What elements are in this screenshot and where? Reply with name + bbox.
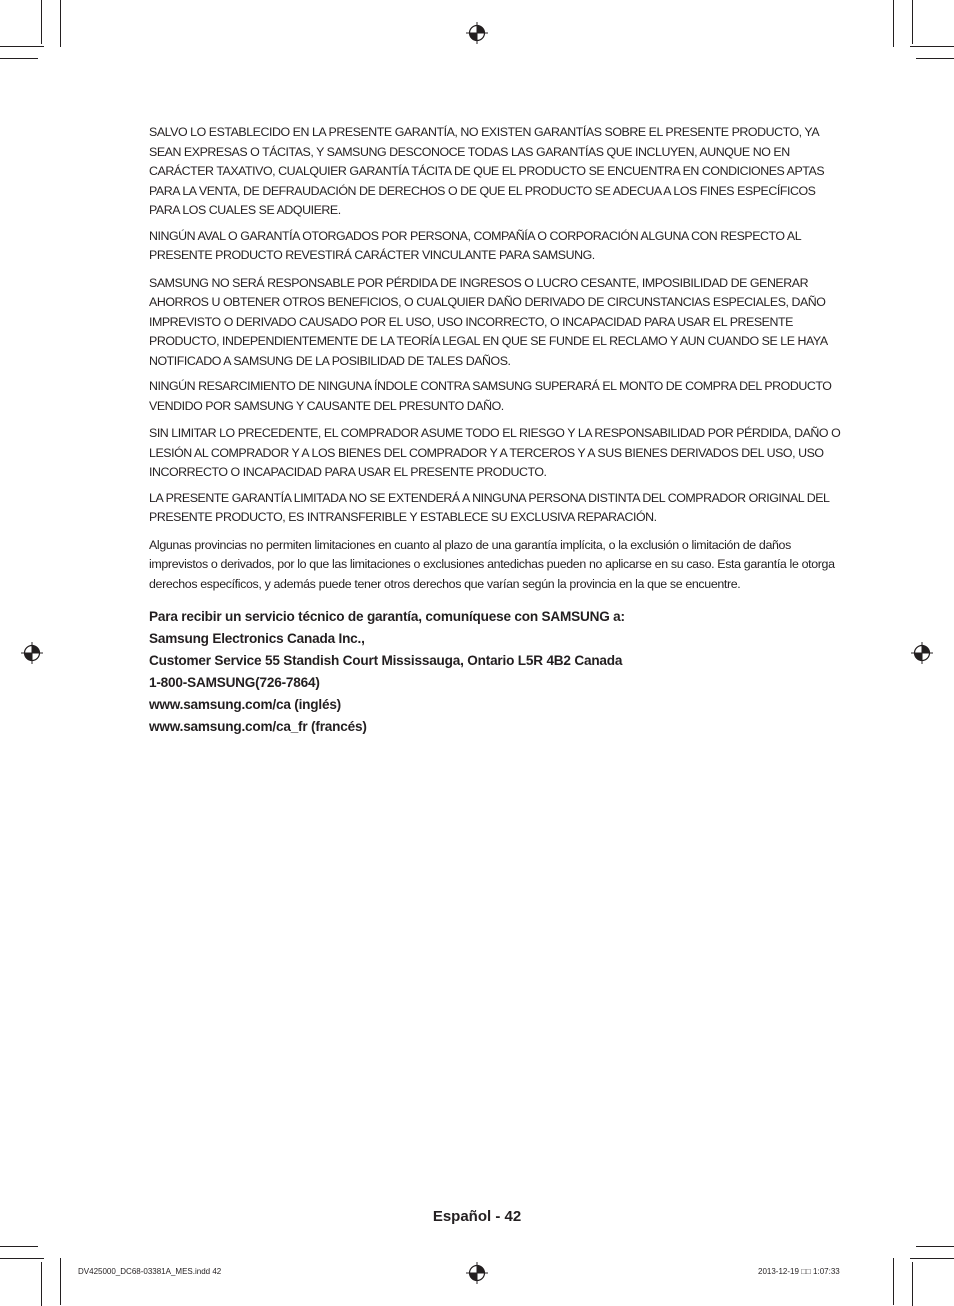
crop-mark xyxy=(60,1258,61,1305)
crop-mark xyxy=(0,1258,44,1259)
contact-heading: Para recibir un servicio técnico de garantía, comuníquese con SAMSUNG a: xyxy=(149,609,625,624)
crop-mark xyxy=(893,1258,894,1305)
disclaimer-paragraph: SAMSUNG NO SERÁ RESPONSABLE POR PÉRDIDA DE INGRESOS O LUCRO CESANTE, IMPOSIBILIDAD DE GENERAR AHORROS U OBTENER OTROS BENEFICIOS, O CUALQUIER DAÑO DERIVADO DE CIRCUNSTANCIAS ESPECIALES, DAÑO IMPREVISTO O DERIVADO CAUSADO POR EL USO, USO INCORRECTO, O INCAPACIDAD PARA USAR EL PRESENTE PRODUCTO, INDEPENDIENTEMENTE DE LA TEORÍA LEGAL EN QUE SE FUNDE EL RECLAMO Y AUN CUANDO SE LE HAYA NOTIFICADO A SAMSUNG DE LA POSIBILIDAD DE TALES DAÑOS. xyxy=(149,275,827,368)
disclaimer-paragraph: SALVO LO ESTABLECIDO EN LA PRESENTE GARANTÍA, NO EXISTEN GARANTÍAS SOBRE EL PRESENTE PRODUCTO, YA SEAN EXPRESAS O TÁCITAS, Y SAMSUNG DESCONOCE TODAS LAS GARANTÍAS QUE INCLUYEN, AUNQUE NO EN CARÁCTER TAXATIVO, CUALQUIER GARANTÍA TÁCITA DE QUE EL PRODUCTO SE ENCUENTRA EN CONDICIONES APTAS PARA LA VENTA, DE DEFRAUDACIÓN DE DERECHOS O DE QUE EL PRODUCTO SE ADECUA A LOS FINES ESPECÍFICOS PARA LOS CUALES SE ADQUIERE. xyxy=(149,125,825,217)
contact-address: Customer Service 55 Standish Court Mississauga, Ontario L5R 4B2 Canada xyxy=(149,653,623,668)
warranty-content xyxy=(149,123,841,738)
page-number: Español - 42 xyxy=(432,1208,522,1225)
crop-mark xyxy=(893,0,894,47)
registration-mark-icon xyxy=(911,642,933,664)
contact-block xyxy=(149,606,841,738)
crop-mark xyxy=(916,1246,954,1247)
registration-mark-icon xyxy=(466,22,488,44)
crop-mark xyxy=(912,0,913,44)
contact-website-en[interactable]: www.samsung.com/ca (inglés) xyxy=(149,697,342,712)
crop-mark xyxy=(0,58,38,59)
crop-mark xyxy=(41,0,42,44)
crop-mark xyxy=(916,58,954,59)
registration-mark-icon xyxy=(21,642,43,664)
crop-mark xyxy=(41,1262,42,1306)
print-slug-filename: DV425000_DC68-03381A_MES.indd 42 xyxy=(78,1267,222,1276)
crop-mark xyxy=(0,1246,38,1247)
disclaimer-paragraph: NINGÚN AVAL O GARANTÍA OTORGADOS POR PERSONA, COMPAÑÍA O CORPORACIÓN ALGUNA CON RESPECTO AL PRESENTE PRODUCTO REVESTIRÁ CARÁCTER VINCULANTE PARA SAMSUNG. xyxy=(149,228,801,262)
crop-mark xyxy=(60,0,61,47)
contact-website-fr[interactable]: www.samsung.com/ca_fr (francés) xyxy=(149,719,367,734)
registration-mark-icon xyxy=(466,1262,488,1284)
crop-mark xyxy=(912,1262,913,1306)
disclaimer-paragraph: LA PRESENTE GARANTÍA LIMITADA NO SE EXTENDERÁ A NINGUNA PERSONA DISTINTA DEL COMPRADOR ORIGINAL DEL PRESENTE PRODUCTO, ES INTRANSFERIBLE Y ESTABLECE SU EXCLUSIVA REPARACIÓN. xyxy=(149,490,830,524)
disclaimer-paragraph: NINGÚN RESARCIMIENTO DE NINGUNA ÍNDOLE CONTRA SAMSUNG SUPERARÁ EL MONTO DE COMPRA DEL PRODUCTO VENDIDO POR SAMSUNG Y CAUSANTE DEL PRESUNTO DAÑO. xyxy=(149,379,832,413)
disclaimer-paragraph: SIN LIMITAR LO PRECEDENTE, EL COMPRADOR ASUME TODO EL RIESGO Y LA RESPONSABILIDAD POR PÉRDIDA, DAÑO O LESIÓN AL COMPRADOR Y A LOS BIENES DEL COMPRADOR Y A TERCEROS Y A SUS BIENES DERIVADOS DEL USO, USO INCORRECTO O INCAPACIDAD PARA USAR EL PRESENTE PRODUCTO. xyxy=(149,426,841,479)
crop-mark xyxy=(910,46,954,47)
contact-phone: 1-800-SAMSUNG(726-7864) xyxy=(149,675,320,690)
contact-company: Samsung Electronics Canada Inc., xyxy=(149,631,365,646)
print-slug-date: 2013-12-19 □□ 1:07:33 xyxy=(758,1267,840,1276)
warranty-disclaimers xyxy=(149,123,841,528)
crop-mark xyxy=(910,1258,954,1259)
provinces-paragraph: Algunas provincias no permiten limitaciones en cuanto al plazo de una garantía implícita, o la exclusión o limitación de daños imprevistos o derivados, por lo que las limitaciones o exclusiones antedichas pueden no aplicarse en su caso. Esta garantía le otorga derechos específicos, y además puede tener otros derechos que varían según la provincia en la que se encuentre. xyxy=(149,537,835,591)
crop-mark xyxy=(0,46,44,47)
